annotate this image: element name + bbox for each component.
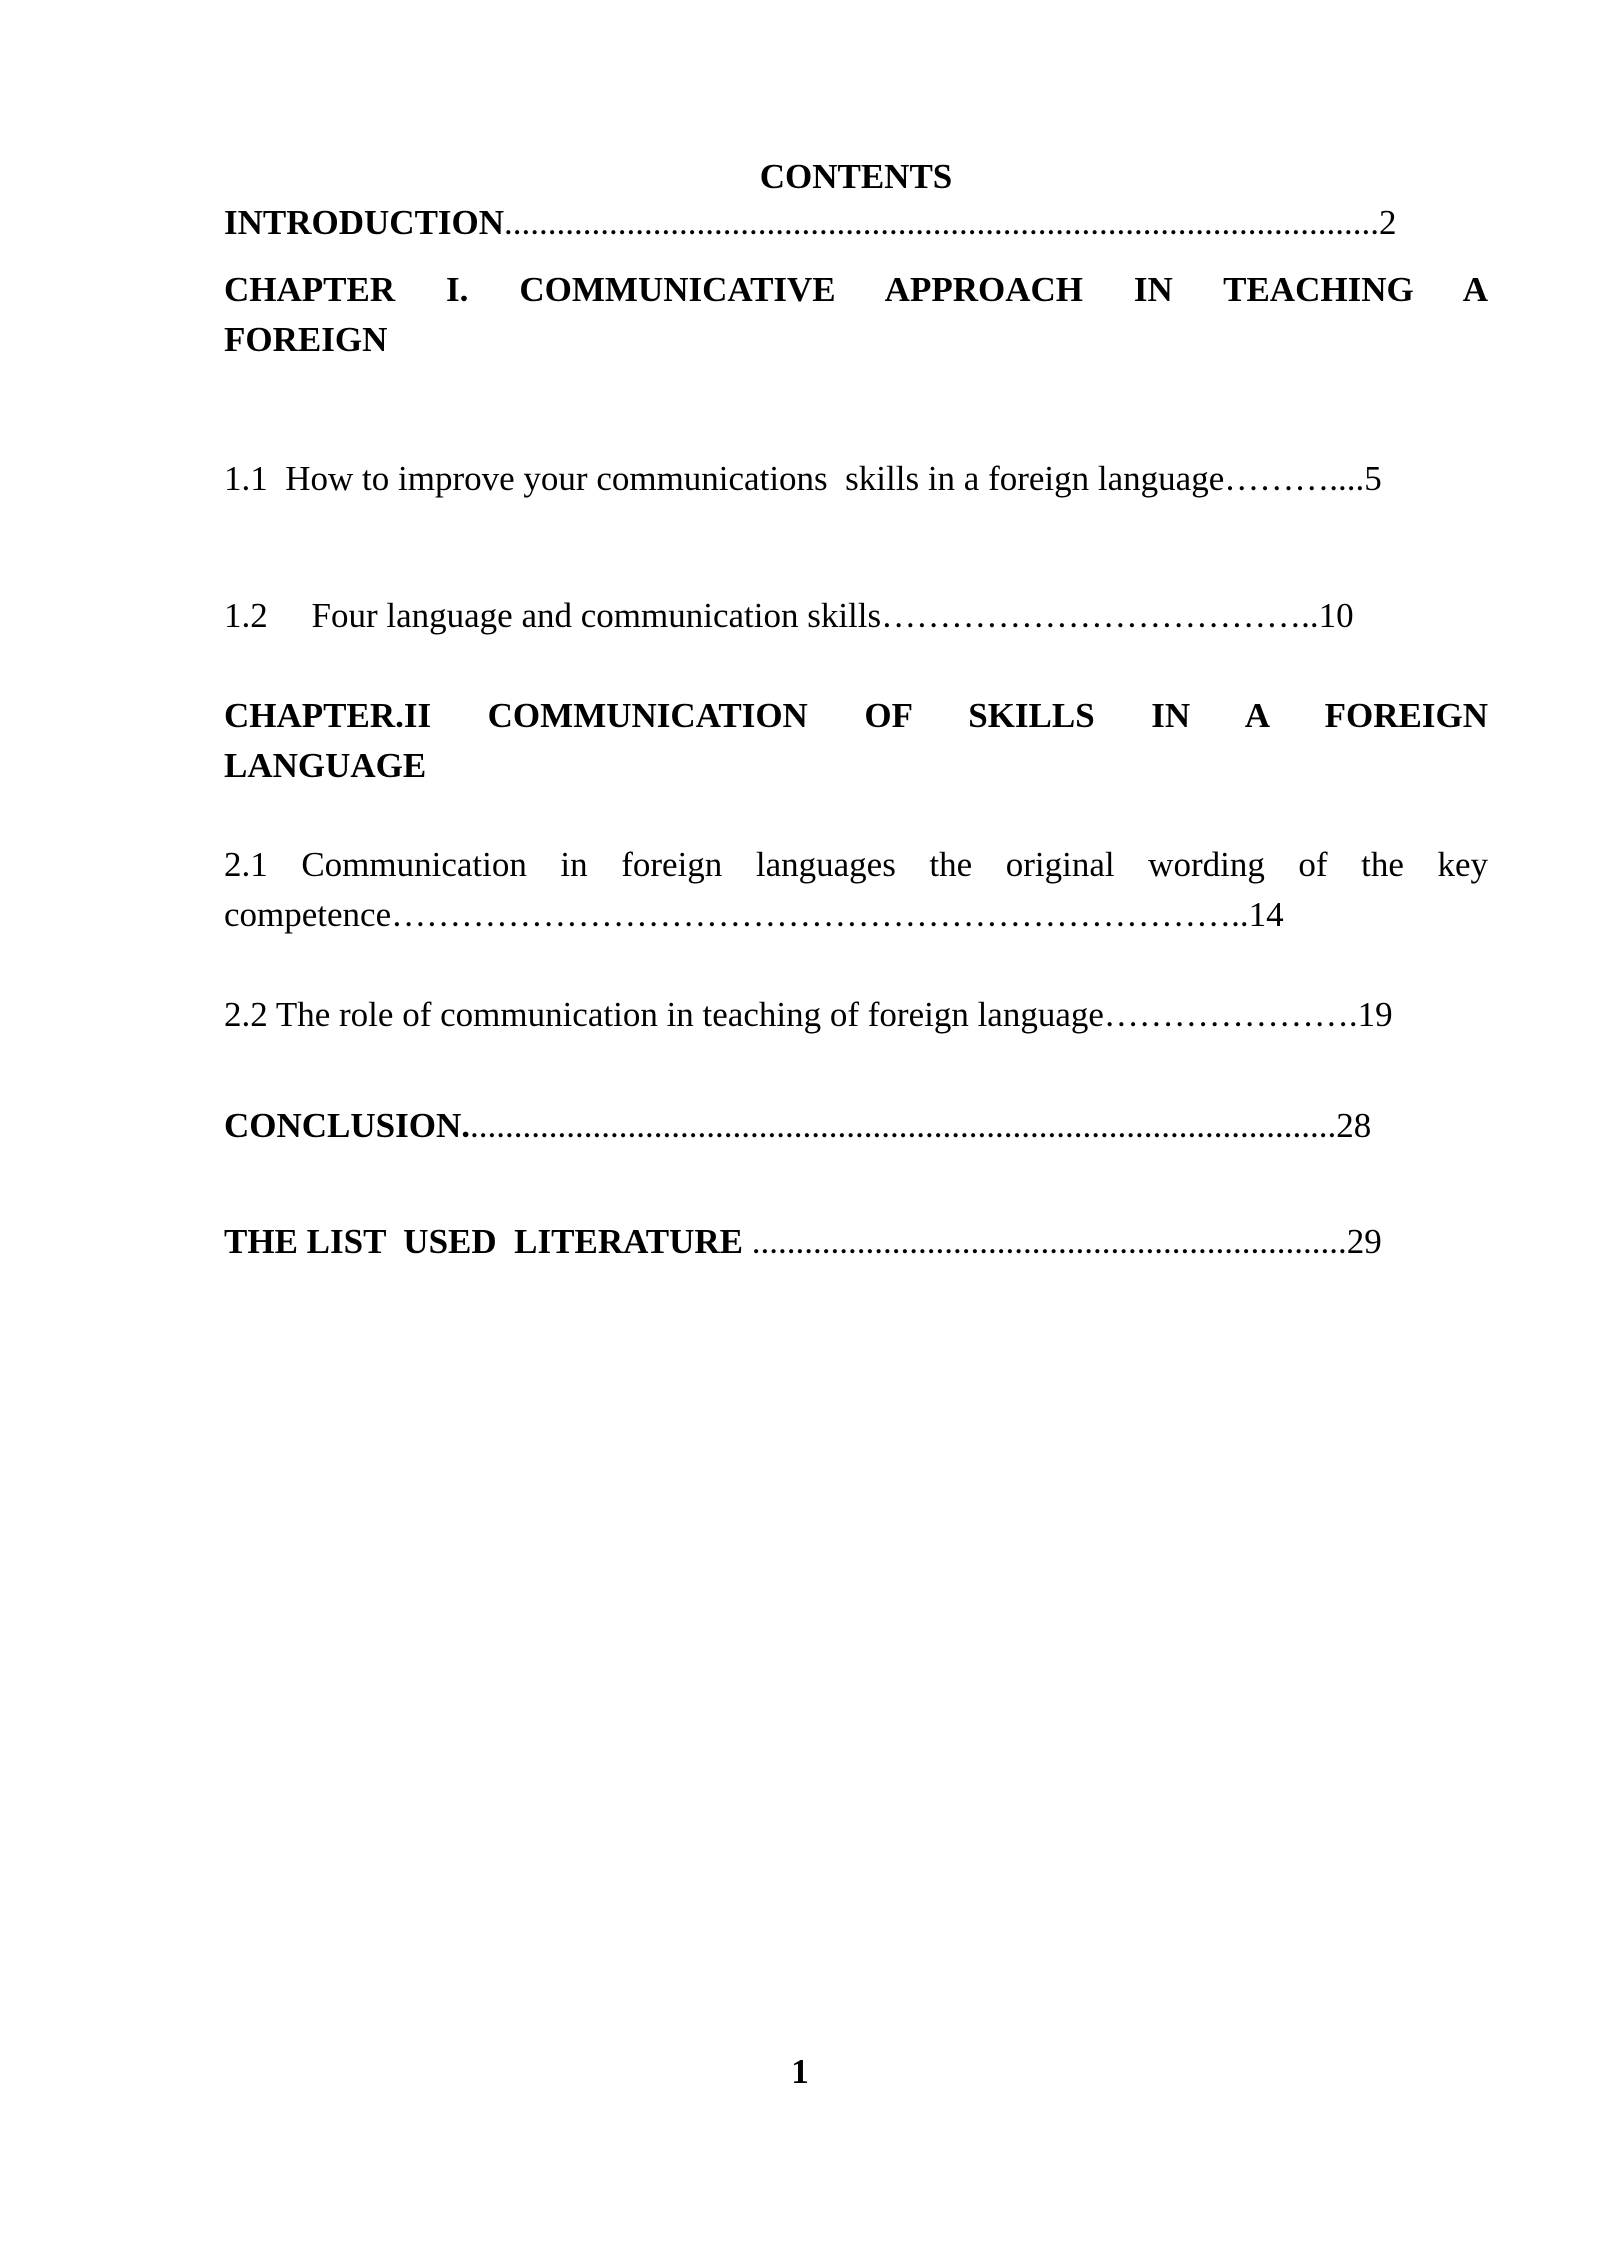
section-2-1-line-1: 2.1 Communication in foreign languages the original wording of the key	[224, 845, 1488, 884]
toc-literature-leader: ....................................................................29	[751, 1222, 1382, 1261]
toc-entry-chapter-1	[224, 265, 1488, 365]
section-2-1-line-2: competence………………………………………………………………..14	[224, 895, 1284, 934]
chapter-1-heading-line-2: FOREIGN	[224, 320, 388, 359]
toc-entry-section-2-2: 2.2 The role of communication in teaching of foreign language………………….19	[224, 995, 1393, 1034]
toc-entry-section-1-1: 1.1 How to improve your communications skills in a foreign language………....5	[224, 459, 1382, 498]
toc-conclusion-label: CONCLUSION.	[224, 1106, 471, 1145]
contents-title: CONTENTS	[759, 157, 953, 196]
toc-conclusion-leader: ...................................................................................................28	[470, 1106, 1372, 1145]
toc-entry-literature	[224, 1217, 1488, 1267]
toc-entry-introduction	[224, 198, 1488, 248]
page-number: 1	[791, 2052, 809, 2091]
toc-introduction-leader: ....................................................................................................2	[504, 203, 1397, 242]
chapter-2-heading-line-2: LANGUAGE	[224, 746, 427, 785]
toc-entry-section-2-1	[224, 840, 1488, 940]
toc-literature-label: THE LIST USED LITERATURE	[224, 1222, 752, 1261]
toc-entry-conclusion	[224, 1101, 1488, 1151]
toc-entry-chapter-2	[224, 691, 1488, 791]
toc-introduction-label: INTRODUCTION	[224, 203, 505, 242]
chapter-2-heading-line-1: CHAPTER.II COMMUNICATION OF SKILLS IN A FOREIGN	[224, 696, 1488, 735]
chapter-1-heading-line-1: CHAPTER I. COMMUNICATIVE APPROACH IN TEACHING A	[224, 270, 1488, 309]
toc-entry-section-1-2: 1.2 Four language and communication skills………………………………..10	[224, 596, 1354, 635]
